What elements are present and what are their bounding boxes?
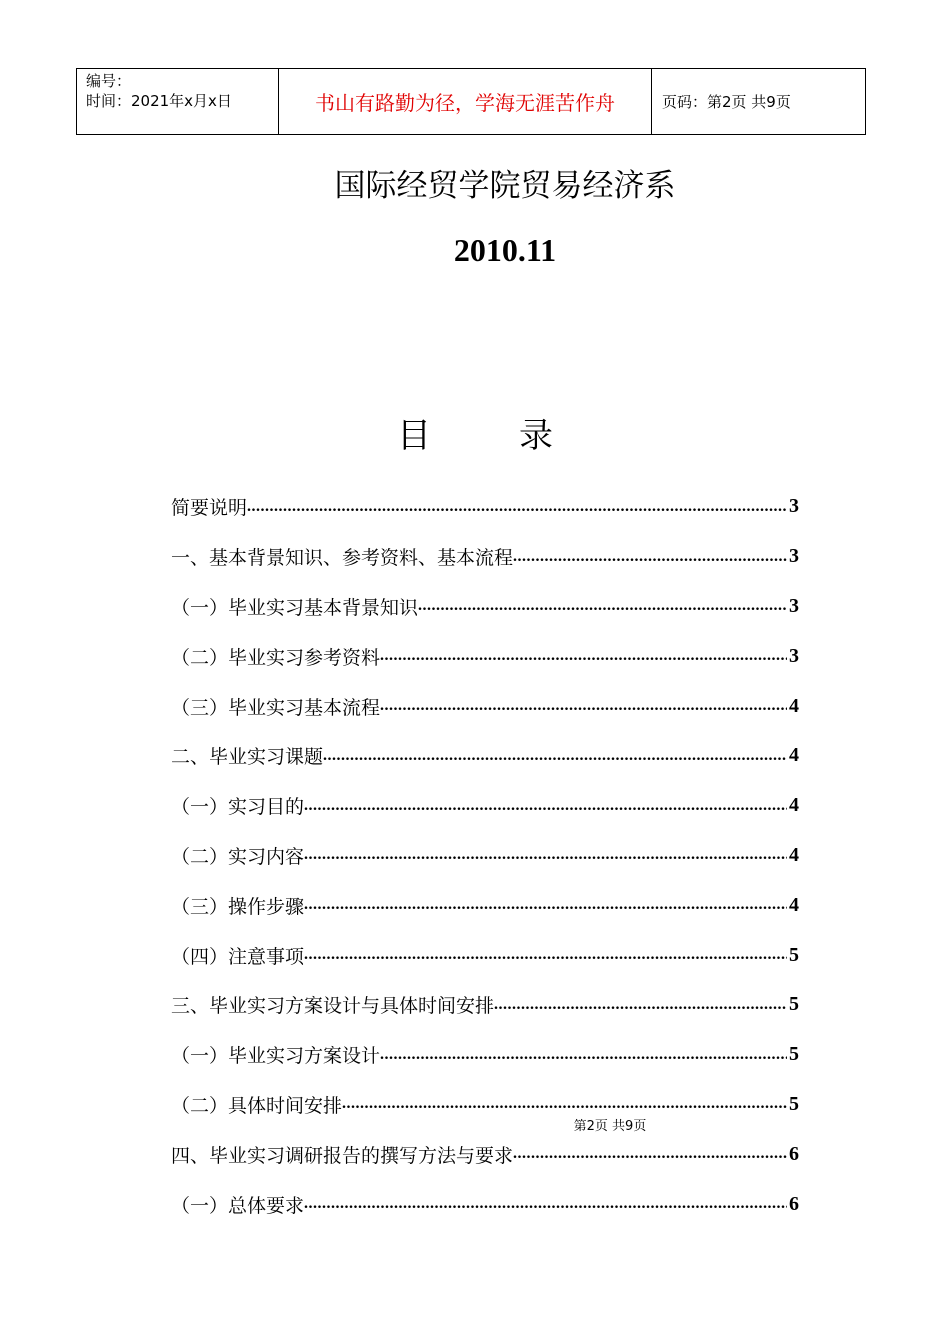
toc-entry-label: 三、毕业实习方案设计与具体时间安排 [171, 995, 495, 1018]
toc-entry-label: （一）总体要求 [171, 1194, 305, 1217]
toc-leader-dots [494, 993, 787, 1017]
toc-entry-page: 3 [789, 644, 799, 667]
toc-entry-page: 4 [789, 794, 799, 817]
toc-entry-page: 3 [789, 545, 799, 568]
toc-entry[interactable] [171, 1129, 799, 1179]
document-title: 国际经贸学院贸易经济系 [334, 168, 676, 204]
toc-entry[interactable] [171, 880, 799, 930]
toc-leader-dots [304, 843, 787, 867]
document-date: 2010.11 [453, 232, 557, 268]
toc-leader-dots [304, 794, 787, 818]
header-meta [77, 69, 279, 134]
toc-heading-left: 目 [397, 416, 431, 456]
toc-entry-page: 6 [789, 1192, 799, 1215]
toc-entry[interactable] [171, 482, 799, 532]
toc-entry[interactable] [171, 582, 799, 632]
toc-entry[interactable] [171, 930, 799, 980]
toc-entry-page: 5 [789, 1092, 799, 1115]
toc-leader-dots [380, 694, 787, 718]
toc-entry-page: 6 [789, 1142, 799, 1165]
toc-leader-dots [380, 1043, 787, 1067]
toc-leader-dots [513, 1142, 787, 1166]
toc-entry-page: 4 [789, 694, 799, 717]
toc-entry-page: 3 [789, 495, 799, 518]
toc-entry-label: （二）具体时间安排 [171, 1094, 343, 1117]
toc-entry[interactable] [171, 681, 799, 731]
toc-entry-label: （一）毕业实习方案设计 [171, 1045, 381, 1068]
toc-entry[interactable] [171, 781, 799, 831]
toc-leader-dots [380, 644, 787, 668]
document-time-label: 时间：2021年x月x日 [86, 92, 232, 110]
toc-heading-right: 录 [519, 416, 553, 456]
toc-entry-label: （一）毕业实习基本背景知识 [171, 596, 419, 619]
toc-entry-page: 4 [789, 893, 799, 916]
toc-entry-page: 5 [789, 1043, 799, 1066]
toc-entry[interactable] [171, 1030, 799, 1080]
toc-entry-label: （三）操作步骤 [171, 895, 305, 918]
toc-entry[interactable] [171, 1179, 799, 1229]
toc-entry-page: 3 [789, 594, 799, 617]
toc-leader-dots [418, 594, 787, 618]
toc-entry-label: 简要说明 [171, 497, 248, 520]
toc-entry[interactable] [171, 980, 799, 1030]
toc-entry-label: （一）实习目的 [171, 796, 305, 819]
toc-leader-dots [304, 1192, 787, 1216]
toc-entry[interactable] [171, 532, 799, 582]
toc-entry[interactable] [171, 731, 799, 781]
toc-entry-label: （二）实习内容 [171, 845, 305, 868]
header-motto: 书山有路勤为径，学海无涯苦作舟 [279, 69, 652, 134]
toc-leader-dots [323, 744, 787, 768]
toc-entry-page: 5 [789, 943, 799, 966]
toc-entry-page: 4 [789, 843, 799, 866]
header-page-number: 页码：第2页 共9页 [662, 93, 791, 111]
page-footer: 第2页 共9页 [573, 1119, 647, 1134]
toc-leader-dots [304, 943, 787, 967]
toc-entry-label: （三）毕业实习基本流程 [171, 696, 381, 719]
document-number-label: 编号： [86, 72, 132, 90]
toc-leader-dots [513, 545, 787, 569]
page-header [76, 68, 866, 135]
toc-entry-label: （四）注意事项 [171, 945, 305, 968]
toc-entry[interactable] [171, 831, 799, 881]
toc-entry-label: 一、基本背景知识、参考资料、基本流程 [171, 547, 514, 570]
toc-leader-dots [304, 893, 787, 917]
toc-entry-label: （二）毕业实习参考资料 [171, 646, 381, 669]
toc-leader-dots [342, 1092, 787, 1116]
toc-heading [0, 408, 950, 457]
toc-entry-page: 4 [789, 744, 799, 767]
toc-entry-page: 5 [789, 993, 799, 1016]
toc-entry[interactable] [171, 631, 799, 681]
toc-entry-label: 二、毕业实习课题 [171, 746, 324, 769]
toc-leader-dots [247, 495, 787, 519]
toc-entry-label: 四、毕业实习调研报告的撰写方法与要求 [171, 1144, 514, 1167]
